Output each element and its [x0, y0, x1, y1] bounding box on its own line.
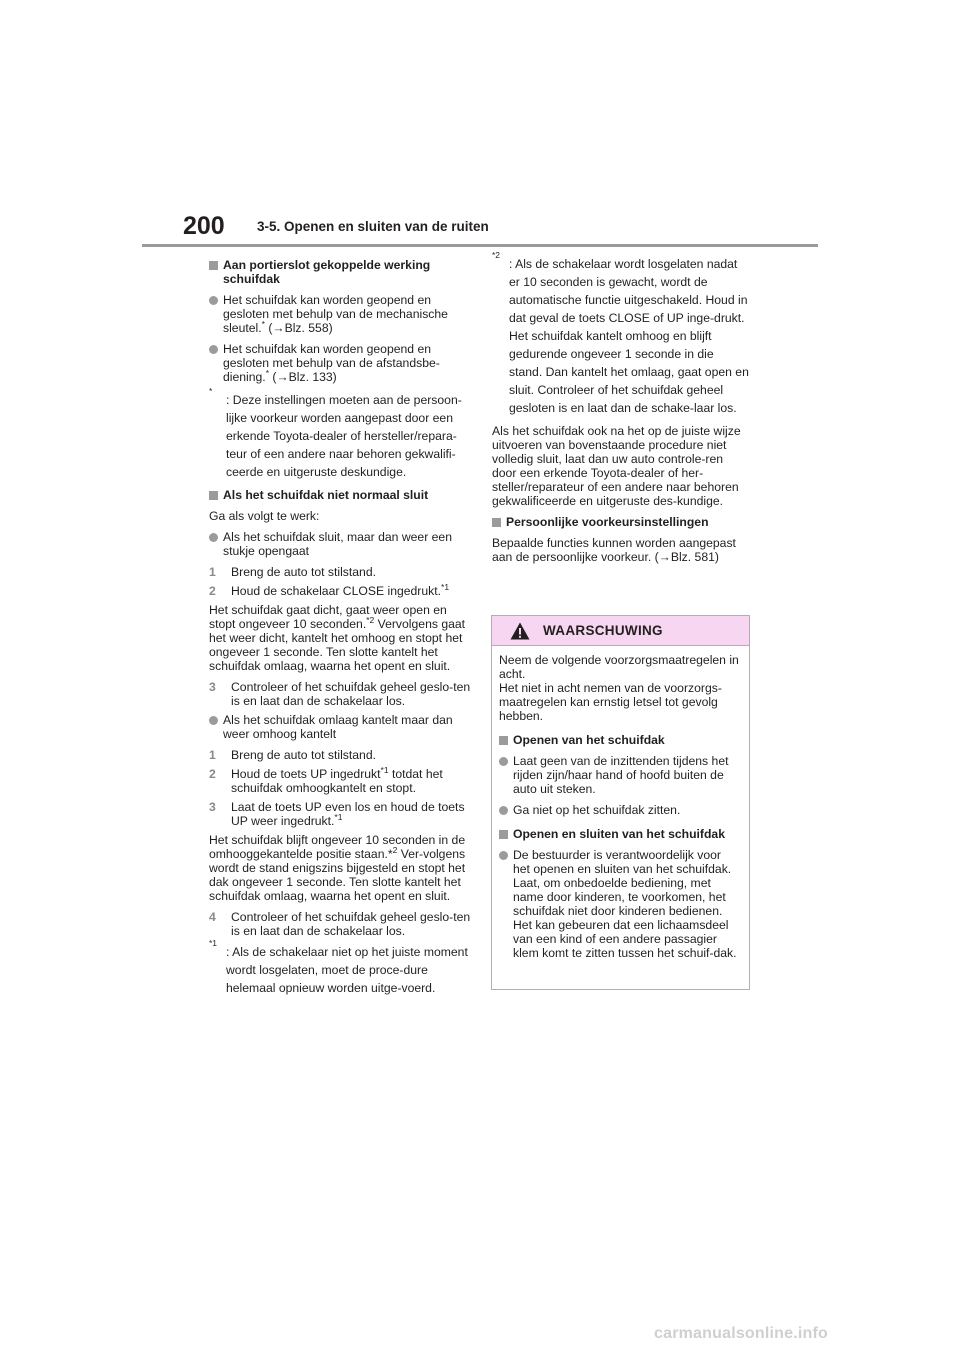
bullet-sluit-opengaat: Als het schuifdak sluit, maar dan weer een stukje opengaat	[209, 530, 471, 558]
paragraph-gaat-dicht: Het schuifdak gaat dicht, gaat weer open en stopt ongeveer 10 seconden.$^{*2}$ Vervolgens gaat het weer dicht, kantelt het omhoog en stopt het ongeveer 1 seconde. Ten slotte kantelt het schuifdak omlaag, waarna het opent en sluit.	[209, 603, 466, 673]
warning-bullet-niet-zitten: Ga niet op het schuifdak zitten.	[499, 803, 741, 817]
heading-niet-normaal-sluit: Als het schuifdak niet normaal sluit	[209, 488, 471, 502]
warning-bullet-bestuurder: De bestuurder is verantwoordelijk voor het openen en sluiten van het schuifdak. Laat, om onbedoelde bediening, met name door kinderen, te voorkomen, het schuifdak niet door kinderen bedienen. Het kan gebeuren dat een lichaamsdeel van een kind of een andere passagier klem komt te zitten tussen het schuif-dak.	[499, 848, 741, 960]
warning-box	[491, 615, 750, 990]
paragraph-omhooggekanteld: Het schuifdak blijft ongeveer 10 seconden in de omhooggekantelde positie staan.*$^2$ Ver-volgens wordt de stand enigszins bijgesteld en stopt het dak ongeveer 1 seconde. Ten slotte kantelt het schuifdak omlaag, waarna het opent en sluit.	[209, 833, 466, 903]
warning-bullet-hand-hoofd: Laat geen van de inzittenden tijdens het rijden zijn/haar hand of hoofd buiten de auto uit steken.	[499, 754, 741, 796]
warning-heading-openen-sluiten: Openen en sluiten van het schuifdak	[499, 827, 741, 841]
warning-body	[492, 646, 749, 960]
step-1b: 1 Breng de auto tot stilstand.	[209, 748, 376, 762]
warning-triangle-icon	[510, 622, 530, 640]
intro-text: Ga als volgt te werk:	[209, 509, 320, 523]
warning-header	[492, 616, 749, 646]
footnote-1: *1 : Als de schakelaar niet op het juiste moment wordt losgelaten, moet de proce-dure helemaal opnieuw worden uitge-voerd.	[209, 938, 468, 995]
paragraph-functies-aanpassen: Bepaalde functies kunnen worden aangepast aan de persoonlijke voorkeur. (→Blz. 581)	[492, 536, 736, 564]
step-3: 3 Controleer of het schuifdak geheel geslo-ten is en laat dan de schakelaar los.	[209, 680, 471, 708]
step-2b: 2 Houd de toets UP ingedrukt$^{*1}$ totdat het schuifdak omhoogkantelt en stopt.	[209, 764, 443, 795]
right-column	[492, 250, 750, 571]
footnote-star: * : Deze instellingen moeten aan de persoon-lijke voorkeur worden aangepast door een erkende Toyota-dealer of hersteller/repara-teur of een andere naar behoren gekwalifi-ceerde en uitgeruste deskundige.	[209, 386, 462, 479]
section-title: 3-5. Openen en sluiten van de ruiten	[257, 219, 489, 234]
paragraph-niet-volledig-sluit: Als het schuifdak ook na het op de juiste wijze uitvoeren van bovenstaande procedure niet volledig sluit, laat dan uw auto controle-ren door een erkende Toyota-dealer of her-steller/reparateur of een andere naar behoren gekwalificeerde en uitgeruste des-kundige.	[492, 424, 741, 508]
warning-heading-openen: Openen van het schuifdak	[499, 733, 741, 747]
warning-title: WAARSCHUWING	[543, 623, 663, 638]
footnote-2: *2 : Als de schakelaar wordt losgelaten nadat er 10 seconden is gewacht, wordt de automatische functie uitgeschakeld. Houd in dat geval de toets CLOSE of UP inge-drukt. Het schuifdak kantelt omhoog en blijft gedurende ongeveer 1 seconde in die stand. Dan kantelt het omlaag, gaat open en sluit. Controleer of het schuifdak geheel gesloten is en laat dan de schake-laar los.	[492, 250, 749, 415]
step-1: 1 Breng de auto tot stilstand.	[209, 565, 376, 579]
warning-intro: Neem de volgende voorzorgsmaatregelen in acht. Het niet in acht nemen van de voorzorgs-maatregelen kan ernstig letsel tot gevolg hebben.	[499, 653, 739, 723]
header-divider	[142, 244, 818, 247]
step-3b: 3 Laat de toets UP even los en houd de toets UP weer ingedrukt.$^{*1}$	[209, 800, 465, 828]
bullet-afstandsbediening: Het schuifdak kan worden geopend en gesloten met behulp van de afstandsbe-diening.* (→Blz. 133)	[209, 342, 471, 384]
bullet-omlaag-kantelt: Als het schuifdak omlaag kantelt maar dan weer omhoog kantelt	[209, 713, 471, 741]
heading-persoonlijke-voorkeur: Persoonlijke voorkeursinstellingen	[492, 515, 750, 529]
step-4b: 4 Controleer of het schuifdak geheel geslo-ten is en laat dan de schakelaar los.	[209, 910, 471, 938]
step-2: 2 Houd de schakelaar CLOSE ingedrukt.$^{*1}$	[209, 581, 450, 598]
watermark: carmanualsonline.info	[654, 1325, 829, 1342]
page-number: 200	[183, 212, 225, 240]
left-column	[209, 255, 471, 1004]
bullet-mechanische-sleutel: Het schuifdak kan worden geopend en gesloten met behulp van de mechanische sleutel.* (→Blz. 558)	[209, 293, 471, 335]
heading-portierslot: Aan portierslot gekoppelde werking schuifdak	[209, 258, 471, 286]
